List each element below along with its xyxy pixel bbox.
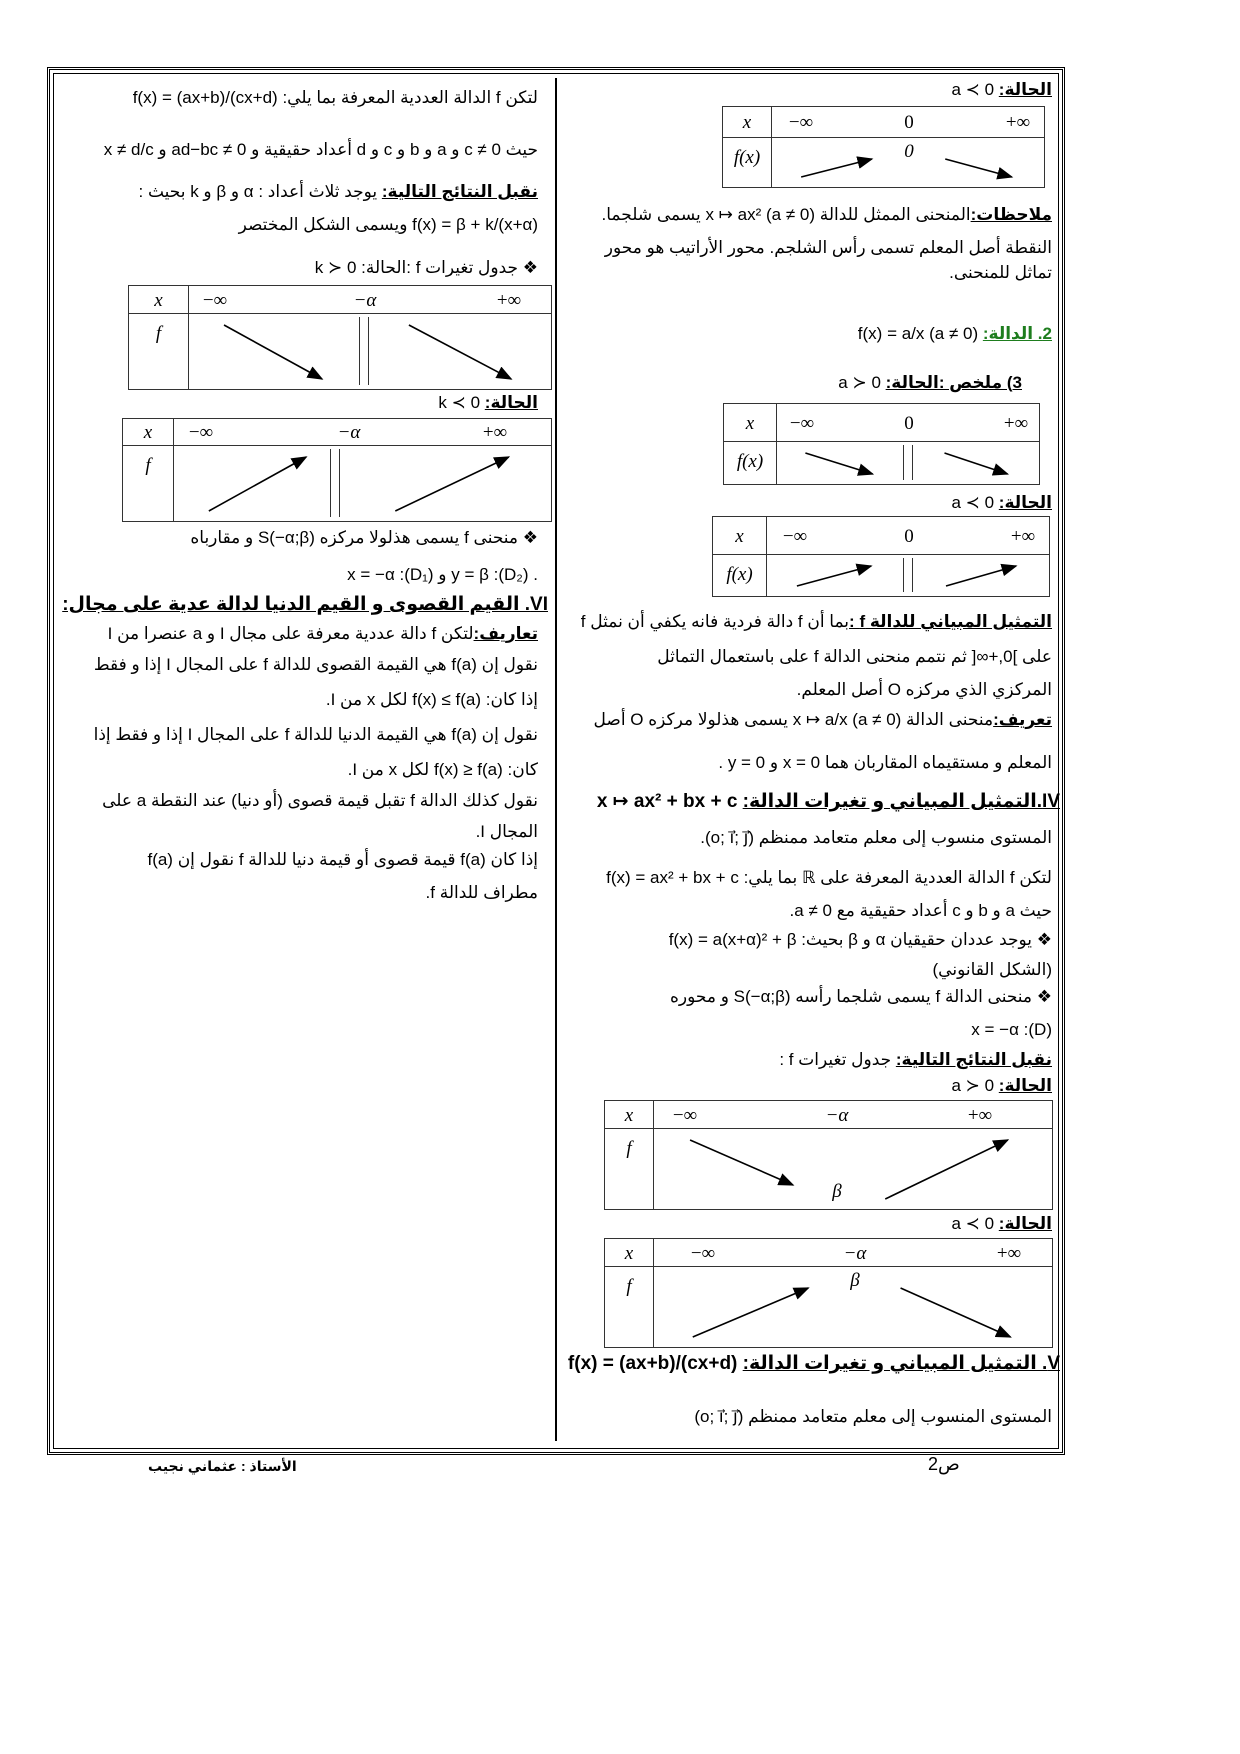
right-column-line	[838, 371, 1022, 395]
left-column-line	[315, 256, 538, 280]
line-text: جدول تغيرات f :	[779, 1050, 896, 1069]
arrow-up	[797, 566, 871, 586]
left-column-line	[104, 138, 538, 162]
left-column-line	[94, 723, 538, 747]
line-text: f(x) = β + k/(x+α) ويسمى الشكل المختصر	[238, 215, 538, 234]
left-column-line	[326, 688, 538, 712]
right-column-line	[670, 985, 1052, 1009]
line-text: f(x) = a/x (a ≠ 0)	[857, 324, 983, 343]
line-label: الحالة:	[998, 1214, 1052, 1233]
left-column-line	[133, 86, 538, 110]
variation-table	[604, 1238, 1053, 1348]
right-column-line	[858, 322, 1052, 346]
right-column-line	[779, 1048, 1052, 1072]
variation-arrows	[605, 1239, 1054, 1349]
x-value: −α	[337, 422, 361, 443]
line-text: a ≺ 0	[951, 493, 999, 512]
f-label: f	[145, 455, 151, 476]
x-value: −∞	[202, 289, 228, 311]
line-text: a ≻ 0	[951, 1076, 999, 1095]
x-label: x	[735, 525, 744, 547]
x-value: −α	[353, 289, 377, 311]
line-label: 2. الدالة:	[982, 324, 1052, 343]
line-text: المعلم و مستقيماه المقاربان هما x = 0 و y = 0 .	[718, 753, 1052, 772]
left-column-line	[147, 848, 538, 872]
variation-arrows	[724, 404, 1041, 486]
right-column-line	[949, 261, 1052, 285]
line-text: ❖ منحنى الدالة f يسمى شلجما رأسه S(−α;β) و محوره	[670, 987, 1052, 1006]
arrow-down	[690, 1140, 793, 1185]
line-label: V. التمثيل المبياني و تغيرات الدالة:	[742, 1353, 1060, 1374]
x-value: −∞	[789, 412, 815, 434]
f-label: f	[626, 1138, 632, 1159]
line-text: المستوى المنسوب إلى معلم متعامد ممنظم (o; i⃗; j⃗)	[694, 1407, 1052, 1426]
line-text: نقول إن f(a) هي القيمة القصوى للدالة f على المجال I إذا و فقط	[93, 655, 538, 674]
x-value: +∞	[996, 1242, 1022, 1264]
right-column-line	[581, 610, 1052, 634]
variation-arrows	[123, 419, 553, 523]
x-value: +∞	[967, 1104, 993, 1126]
line-label: نقبل النتائج التالية:	[381, 182, 538, 201]
arrow-up	[693, 1288, 809, 1337]
line-text: نقول كذلك الدالة f تقبل قيمة قصوى (أو دنيا) عند النقطة a على	[102, 791, 538, 810]
line-text: المركزي الذي مركزه O أصل المعلم.	[796, 680, 1052, 699]
line-label: الحالة:	[998, 493, 1052, 512]
line-text: x ↦ ax² + bx + c	[596, 791, 743, 812]
arrow-up	[209, 457, 306, 511]
variation-arrows	[713, 517, 1051, 598]
arrow-down	[945, 453, 1008, 474]
line-label: الحالة:	[998, 80, 1052, 99]
variation-arrows	[129, 286, 553, 391]
arrow-up	[801, 159, 872, 177]
arrow-down	[945, 159, 1012, 177]
line-text: a ≻ 0	[838, 373, 886, 392]
right-column-line	[971, 1018, 1052, 1042]
x-value: −∞	[788, 112, 814, 133]
right-column-line	[933, 958, 1052, 982]
x-value: 0	[904, 525, 914, 547]
f-label: f(x)	[736, 451, 764, 472]
variation-arrows	[605, 1101, 1054, 1211]
right-column-line	[594, 708, 1052, 732]
line-text: ❖ منحنى f يسمى هذلولا مركزه S(−α;β) و مقارباه	[190, 528, 538, 547]
right-column-line	[700, 826, 1052, 850]
line-text: إذا كان f(a) قيمة قصوى أو قيمة دنيا للدالة f نقول إن f(a)	[147, 850, 538, 869]
extremum-value: β	[832, 1181, 842, 1202]
right-column-line	[951, 78, 1052, 102]
line-text: لتكن f الدالة العددية المعرفة على ℝ بما يلي: f(x) = ax² + bx + c	[606, 868, 1052, 887]
arrow-down	[224, 325, 322, 379]
left-column-line	[139, 180, 539, 204]
line-label: 3) ملخص :الحالة:	[885, 373, 1022, 392]
left-column-line	[62, 593, 548, 617]
left-column-line	[102, 789, 538, 813]
line-text: k ≺ 0	[438, 393, 485, 412]
line-text: كان: f(x) ≥ f(a) لكل x من I.	[347, 760, 538, 779]
line-label: IV.التمثيل المبياني و تغيرات الدالة:	[742, 791, 1060, 812]
line-text: المنحنى الممثل للدالة x ↦ ax² (a ≠ 0) يسمى شلجما.	[601, 205, 971, 224]
line-text: يوجد ثلاث أعداد : α و β و k بحيث :	[138, 182, 382, 201]
line-text: منحنى الدالة x ↦ a/x (a ≠ 0) يسمى هذلولا مركزه O أصل	[593, 710, 994, 729]
arrow-up	[885, 1140, 1008, 1199]
left-column-line	[438, 391, 538, 415]
x-value: +∞	[1003, 412, 1029, 434]
right-column-line	[605, 236, 1052, 260]
x-value: +∞	[1005, 112, 1031, 133]
x-value: −∞	[782, 525, 808, 547]
right-column-line	[669, 928, 1052, 952]
x-value: −∞	[672, 1104, 698, 1126]
right-column-line	[797, 678, 1052, 702]
x-value: +∞	[482, 422, 508, 443]
right-column-line	[657, 645, 1052, 669]
line-text: حيث c ≠ 0 و a و b و c و d أعداد حقيقية و ad−bc ≠ 0 و x ≠ d/c	[103, 140, 538, 159]
x-label: x	[745, 412, 755, 434]
arrow-down	[409, 325, 511, 379]
line-label: الحالة:	[484, 393, 538, 412]
left-column-line	[348, 758, 538, 782]
left-column-line	[94, 653, 538, 677]
f-label: f	[626, 1276, 632, 1297]
left-column-line	[476, 820, 538, 844]
line-text: المجال I.	[475, 822, 538, 841]
x-label: x	[624, 1104, 634, 1126]
line-text: a ≺ 0	[951, 1214, 999, 1233]
line-text: النقطة أصل المعلم تسمى رأس الشلجم. محور الأراتيب هو محور	[604, 238, 1052, 257]
line-text: مطراف للدالة f.	[425, 883, 538, 902]
f-label: f(x)	[726, 564, 753, 585]
right-column-line	[694, 1405, 1052, 1429]
line-label: تعاريف:	[473, 624, 538, 643]
x-label: x	[143, 422, 153, 443]
f-label: f(x)	[733, 147, 761, 168]
left-column-line	[108, 622, 538, 646]
x-label: x	[154, 289, 163, 311]
line-text: f(x) = (ax+b)/(cx+d)	[567, 1353, 743, 1374]
line-text: بما أن f دالة فردية فانه يكفي أن نمثل f	[580, 612, 850, 631]
x-label: x	[742, 112, 752, 133]
line-label: نقبل النتائج التالية:	[895, 1050, 1052, 1069]
line-text: إذا كان: f(x) ≤ f(a) لكل x من I.	[325, 690, 538, 709]
right-column-line	[602, 203, 1052, 227]
line-text: (الشكل القانوني)	[932, 960, 1052, 979]
x-value: 0	[904, 412, 914, 434]
left-column-line	[426, 881, 538, 905]
f-label: f	[155, 323, 162, 344]
line-text: المستوى منسوب إلى معلم متعامد ممنظم (o; i⃗; j⃗).	[700, 828, 1052, 847]
variation-table	[122, 418, 552, 522]
x-value: +∞	[1010, 525, 1036, 547]
column-divider	[555, 78, 557, 1441]
arrow-up	[395, 457, 508, 511]
line-text: . (D₂): y = β و (D₁): x = −α	[347, 565, 538, 584]
right-column-line	[951, 1074, 1052, 1098]
line-text: ❖ جدول تغيرات f :الحالة: k ≻ 0	[314, 258, 538, 277]
variation-table	[604, 1100, 1053, 1210]
variation-table	[128, 285, 552, 390]
right-column-line	[568, 1352, 1060, 1376]
line-text: حيث a و b و c أعداد حقيقية مع a ≠ 0.	[789, 901, 1052, 920]
x-label: x	[624, 1242, 634, 1264]
right-column-line	[597, 790, 1060, 814]
line-text: (D): x = −α	[971, 1020, 1052, 1039]
x-value: −α	[825, 1104, 849, 1126]
variation-arrows	[723, 107, 1046, 189]
x-value: −∞	[690, 1242, 716, 1264]
left-column-line	[190, 526, 538, 550]
variation-table	[722, 106, 1045, 188]
line-text: نقول إن f(a) هي القيمة الدنيا للدالة f على المجال I إذا و فقط إذا	[93, 725, 538, 744]
line-text: ❖ يوجد عددان حقيقيان α و β بحيث: f(x) = a(x+α)² + β	[668, 930, 1052, 949]
extremum-value: β	[850, 1270, 860, 1291]
arrow-down	[805, 453, 872, 474]
line-text: على ]0,+∞[ ثم نتمم منحنى الدالة f على باستعمال التماثل	[657, 647, 1052, 666]
right-column-line	[951, 491, 1052, 515]
right-column-line	[951, 1212, 1052, 1236]
teacher-name: الأستاذ : عثماني نجيب	[148, 1458, 297, 1474]
line-label: تعريف:	[993, 710, 1052, 729]
variation-table	[712, 516, 1050, 597]
extremum-value: 0	[904, 141, 914, 162]
line-label: VI. القيم القصوى و القيم الدنيا لدالة عدية على مجال:	[62, 594, 548, 615]
line-text: لتكن f الدالة العددية المعرفة بما يلي: f(x) = (ax+b)/(cx+d)	[132, 88, 538, 107]
x-value: 0	[904, 112, 914, 133]
line-text: لتكن f دالة عددية معرفة على مجال I و a عنصرا من I	[107, 624, 474, 643]
line-text: a ≺ 0	[951, 80, 999, 99]
line-label: الحالة:	[998, 1076, 1052, 1095]
x-value: −α	[843, 1242, 867, 1264]
page-number: ص2	[928, 1454, 960, 1474]
left-column-line	[239, 213, 538, 237]
line-label: التمثيل المبياني للدالة f :	[849, 612, 1052, 631]
arrow-down	[901, 1288, 1011, 1337]
line-label: ملاحظات:	[970, 205, 1052, 224]
right-column-line	[718, 751, 1052, 775]
arrow-up	[946, 566, 1016, 586]
variation-table	[723, 403, 1040, 485]
left-column-line	[347, 563, 538, 587]
line-text: تماثل للمنحنى.	[949, 263, 1052, 282]
x-value: −∞	[188, 422, 214, 443]
right-column-line	[790, 899, 1052, 923]
right-column-line	[606, 866, 1052, 890]
x-value: +∞	[496, 289, 522, 311]
